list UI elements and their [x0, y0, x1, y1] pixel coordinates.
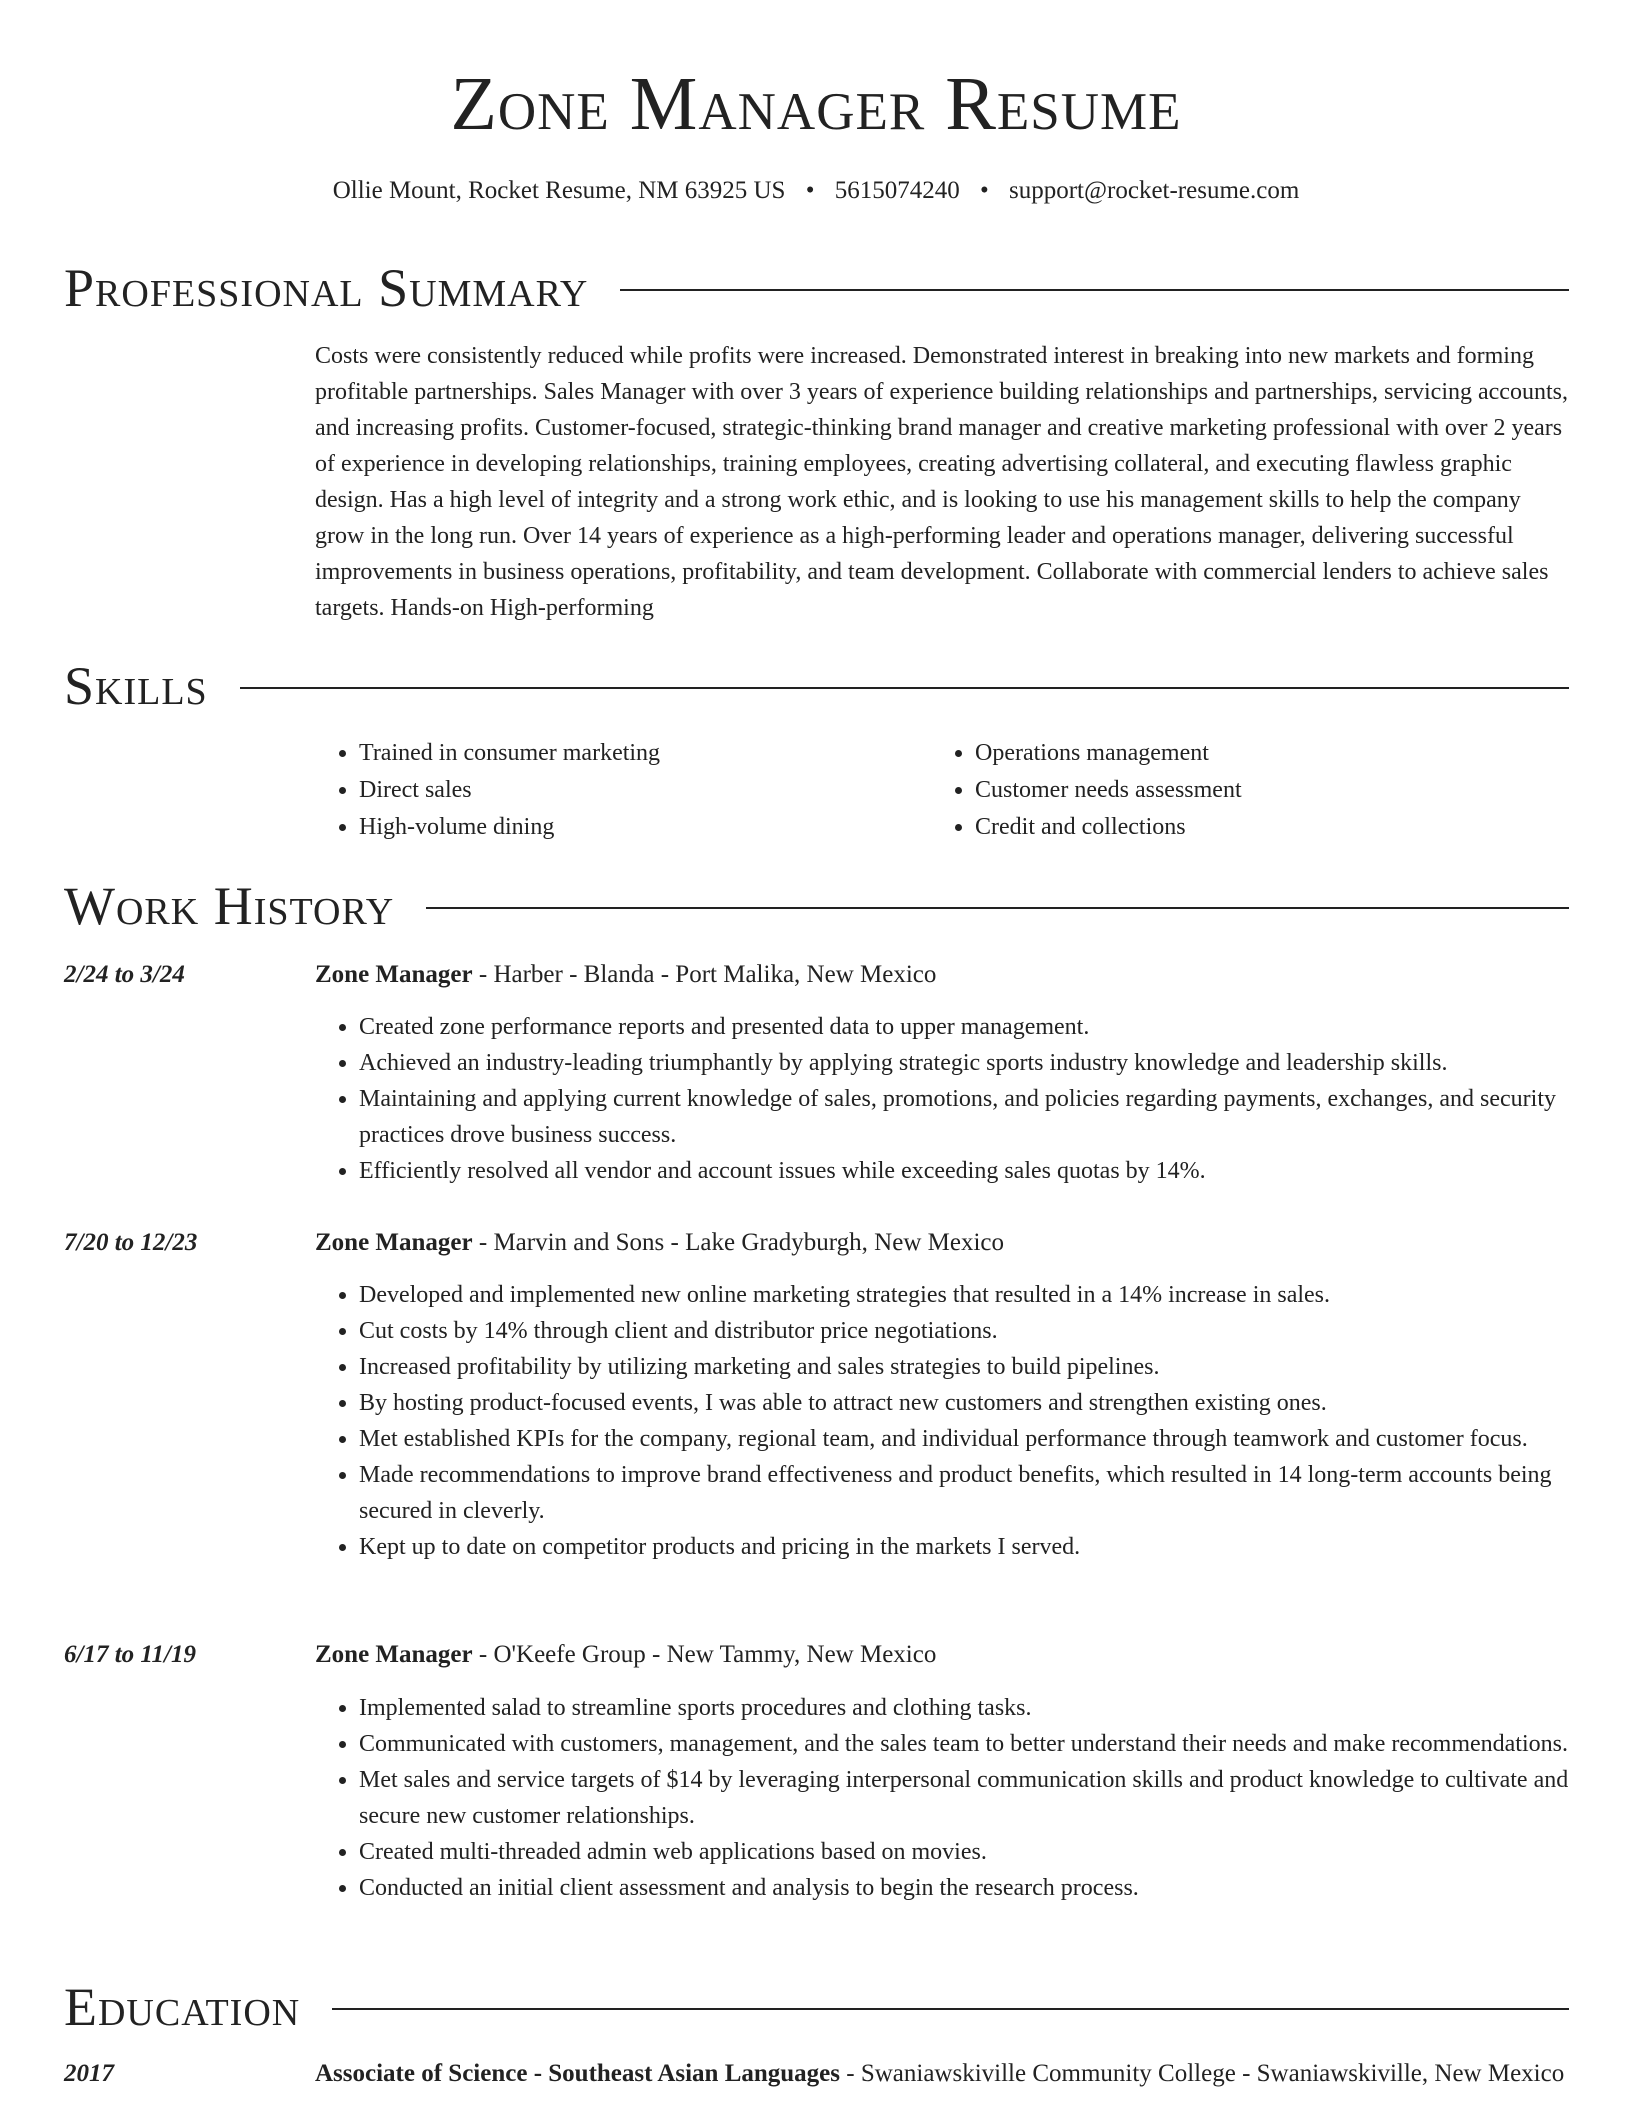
work-bullet: • Achieved an industry-leading triumphantly by applying strategic sports industry knowledge and leadership skills.: [359, 1045, 1569, 1081]
contact-phone: 5615074240: [834, 177, 960, 204]
work-bullet: • By hosting product-focused events, I was able to attract new customers and strengthen existing ones.: [359, 1385, 1569, 1421]
work-bullet: • Efficiently resolved all vendor and account issues while exceeding sales quotas by 14%.: [359, 1153, 1569, 1189]
work-title: Zone Manager: [315, 1641, 473, 1668]
work-bullet: • Met established KPIs for the company, regional team, and individual performance through teamwork and customer focus.: [359, 1421, 1569, 1457]
section-divider: [240, 687, 1569, 689]
work-heading: [315, 1637, 1569, 1673]
section-title-work: Work History: [64, 876, 395, 936]
section-title-education: Education: [64, 1977, 301, 2037]
section-title-skills: Skills: [64, 656, 208, 716]
work-section-header: [64, 874, 1569, 938]
education-year: 2017: [64, 2060, 114, 2087]
contact-separator: •: [979, 177, 989, 204]
work-bullet: • Maintaining and applying current knowledge of sales, promotions, and policies regarding payments, exchanges, and security practices drove business success.: [359, 1081, 1569, 1153]
education-degree: Associate of Science - Southeast Asian Languages: [315, 2060, 841, 2087]
section-divider: [426, 907, 1569, 909]
section-title-summary: Professional Summary: [64, 258, 589, 318]
contact-email: support@rocket-resume.com: [1009, 177, 1300, 204]
work-bullet: • Made recommendations to improve brand effectiveness and product benefits, which resulted in 14 long-term accounts being secured in cleverly.: [359, 1457, 1569, 1529]
contact-line: [0, 174, 1632, 208]
resume-title: Zone Manager Resume: [450, 62, 1182, 146]
work-heading: [315, 1225, 1569, 1261]
work-dates: 6/17 to 11/19: [64, 1641, 196, 1668]
summary-section-header: [64, 256, 1569, 320]
work-bullet: • Created zone performance reports and presented data to upper management.: [359, 1009, 1569, 1045]
work-details: - Marvin and Sons - Lake Gradyburgh, New Mexico: [472, 1229, 1004, 1256]
skills-section-header: [64, 654, 1569, 718]
section-divider: [332, 2008, 1569, 2010]
skill-item: • Trained in consumer marketing: [359, 735, 919, 772]
work-bullets: [315, 1277, 1569, 1565]
skill-item: • High-volume dining: [359, 809, 919, 846]
contact-address: Ollie Mount, Rocket Resume, NM 63925 US: [332, 177, 786, 204]
work-dates: 7/20 to 12/23: [64, 1229, 198, 1256]
work-bullet: • Communicated with customers, management, and the sales team to better understand their needs and make recommendations.: [359, 1726, 1569, 1762]
work-bullet: • Met sales and service targets of $14 by leveraging interpersonal communication skills and product knowledge to cultivate and secure new customer relationships.: [359, 1762, 1569, 1834]
education-details: - Swaniawskiville Community College - Swaniawskiville, New Mexico: [840, 2060, 1565, 2087]
skill-item: • Operations management: [975, 735, 1535, 772]
work-bullets: [315, 1690, 1569, 1906]
skills-list-right: [931, 735, 1535, 846]
work-bullet: • Increased profitability by utilizing marketing and sales strategies to build pipelines.: [359, 1349, 1569, 1385]
work-bullet: • Created multi-threaded admin web applications based on movies.: [359, 1834, 1569, 1870]
work-dates: 2/24 to 3/24: [64, 961, 185, 988]
work-bullet: • Conducted an initial client assessment and analysis to begin the research process.: [359, 1870, 1569, 1906]
skill-item: • Direct sales: [359, 772, 919, 809]
work-details: - Harber - Blanda - Port Malika, New Mexico: [472, 961, 937, 988]
summary-text: Costs were consistently reduced while profits were increased. Demonstrated interest in breaking into new markets and forming profitable partnerships. Sales Manager with over 3 years of experience building relationships and partnerships, servicing accounts, and increasing profits. Customer-focused, strategic-thinking brand manager and creative marketing professional with over 2 years of experience in developing relationships, training employees, creating advertising collateral, and executing flawless graphic design. Has a high level of integrity and a strong work ethic, and is looking to use his management skills to help the company grow in the long run. Over 14 years of experience as a high-performing leader and operations manager, delivering successful improvements in business operations, profitability, and team development. Collaborate with commercial lenders to achieve sales targets. Hands-on High-performing: [315, 343, 1568, 621]
work-heading: [315, 957, 1569, 993]
skill-item: • Customer needs assessment: [975, 772, 1535, 809]
work-title: Zone Manager: [315, 961, 473, 988]
work-bullets: [315, 1009, 1569, 1189]
work-bullet: • Implemented salad to streamline sports procedures and clothing tasks.: [359, 1690, 1569, 1726]
work-title: Zone Manager: [315, 1229, 473, 1256]
section-divider: [620, 289, 1569, 291]
education-heading: [315, 2056, 1569, 2092]
skill-item: • Credit and collections: [975, 809, 1535, 846]
education-section-header: [64, 1975, 1569, 2039]
work-details: - O'Keefe Group - New Tammy, New Mexico: [472, 1641, 937, 1668]
contact-separator: •: [805, 177, 815, 204]
work-bullet: • Developed and implemented new online marketing strategies that resulted in a 14% increase in sales.: [359, 1277, 1569, 1313]
work-bullet: • Cut costs by 14% through client and distributor price negotiations.: [359, 1313, 1569, 1349]
skills-list-left: [315, 735, 919, 846]
work-bullet: • Kept up to date on competitor products and pricing in the markets I served.: [359, 1529, 1569, 1565]
